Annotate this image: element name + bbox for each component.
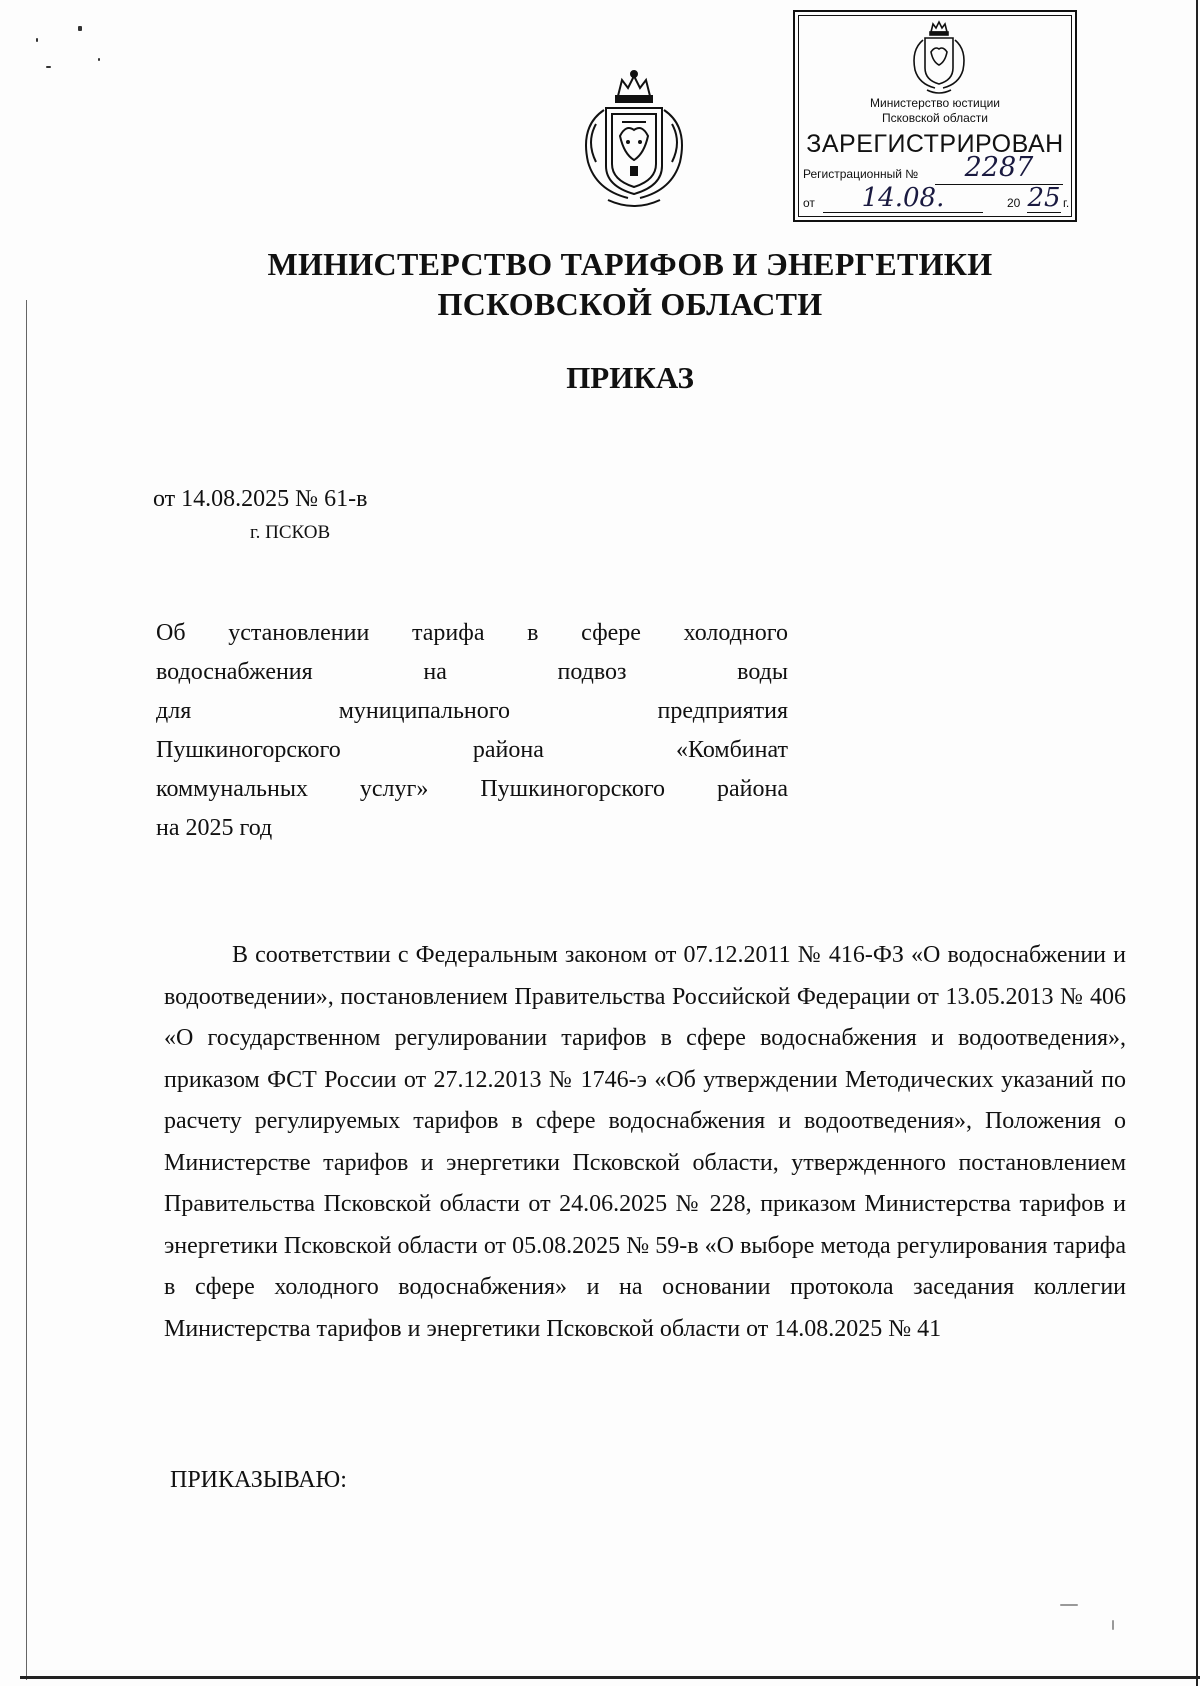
- ministry-title-line2: ПСКОВСКОЙ ОБЛАСТИ: [437, 286, 823, 322]
- document-type: ПРИКАЗ: [566, 360, 694, 395]
- stamp-coat-of-arms-icon: [909, 18, 969, 94]
- ministry-title: [200, 244, 1060, 324]
- order-date-number: от 14.08.2025 № 61-в: [153, 486, 368, 512]
- subject-line: Об установлении тарифа в сфере холодного: [156, 620, 788, 646]
- stamp-status: ЗАРЕГИСТРИРОВАН: [806, 130, 1064, 158]
- stamp-year-suffix: г.: [1063, 196, 1070, 210]
- order-subject: [156, 614, 788, 848]
- preamble-paragraph: В соответствии с Федеральным законом от 07.12.2011 № 416-ФЗ «О водоснабжении и водоотведении», постановлением Правительства Российской Федерации от 13.05.2013 № 406 «О государственном регулировании тарифов в сфере водоснабжения и водоотведения», приказом ФСТ России от 27.12.2013 № 1746-э «Об утверждении Методических указаний по расчету регулируемых тарифов в сфере водоснабжения и водоотведения», Положения о Министерстве тарифов и энергетики Псковской области, утвержденного постановлением Правительства Псковской области от 24.06.2025 № 228, приказом Министерства тарифов и энергетики Псковской области от 05.08.2025 № 59-в «О выборе метода регулирования тарифа в сфере холодного водоснабжения» и на основании протокола заседания коллегии Министерства тарифов и энергетики Псковской области от 14.08.2025 № 41: [164, 942, 1126, 1342]
- subject-line: для муниципального предприятия: [156, 698, 788, 724]
- scan-edge-bottom: [20, 1676, 1200, 1679]
- stamp-year-prefix: 20: [1007, 196, 1021, 210]
- scan-edge-left: [26, 300, 27, 1680]
- order-city: г. ПСКОВ: [250, 522, 331, 543]
- stamp-date-value: 14.08.: [823, 182, 983, 213]
- stamp-org-line2: Псковской области: [882, 111, 988, 125]
- scan-speck: [1112, 1620, 1114, 1630]
- registration-stamp: [793, 10, 1077, 222]
- scan-speck: [78, 26, 82, 31]
- scan-speck: [46, 66, 51, 68]
- resolution-word: ПРИКАЗЫВАЮ:: [170, 1467, 347, 1493]
- ministry-title-line1: МИНИСТЕРСТВО ТАРИФОВ И ЭНЕРГЕТИКИ: [267, 246, 993, 282]
- subject-line: коммунальных услуг» Пушкиногорского района: [156, 776, 788, 802]
- scan-speck: [98, 58, 100, 61]
- stamp-org-line1: Министерство юстиции: [870, 96, 1000, 110]
- scan-speck: [36, 38, 38, 42]
- subject-line: Пушкиногорского района «Комбинат: [156, 737, 788, 763]
- subject-line: на 2025 год: [156, 815, 273, 841]
- stamp-reg-number: 2287: [935, 150, 1063, 185]
- scan-edge-right: [1196, 0, 1198, 1686]
- coat-of-arms-icon: [568, 66, 700, 212]
- scan-speck: [1060, 1604, 1078, 1606]
- stamp-reg-label: Регистрационный №: [803, 167, 919, 181]
- stamp-date-label: от: [803, 196, 815, 210]
- stamp-year-value: 25: [1027, 183, 1061, 213]
- subject-line: водоснабжения на подвоз воды: [156, 659, 788, 685]
